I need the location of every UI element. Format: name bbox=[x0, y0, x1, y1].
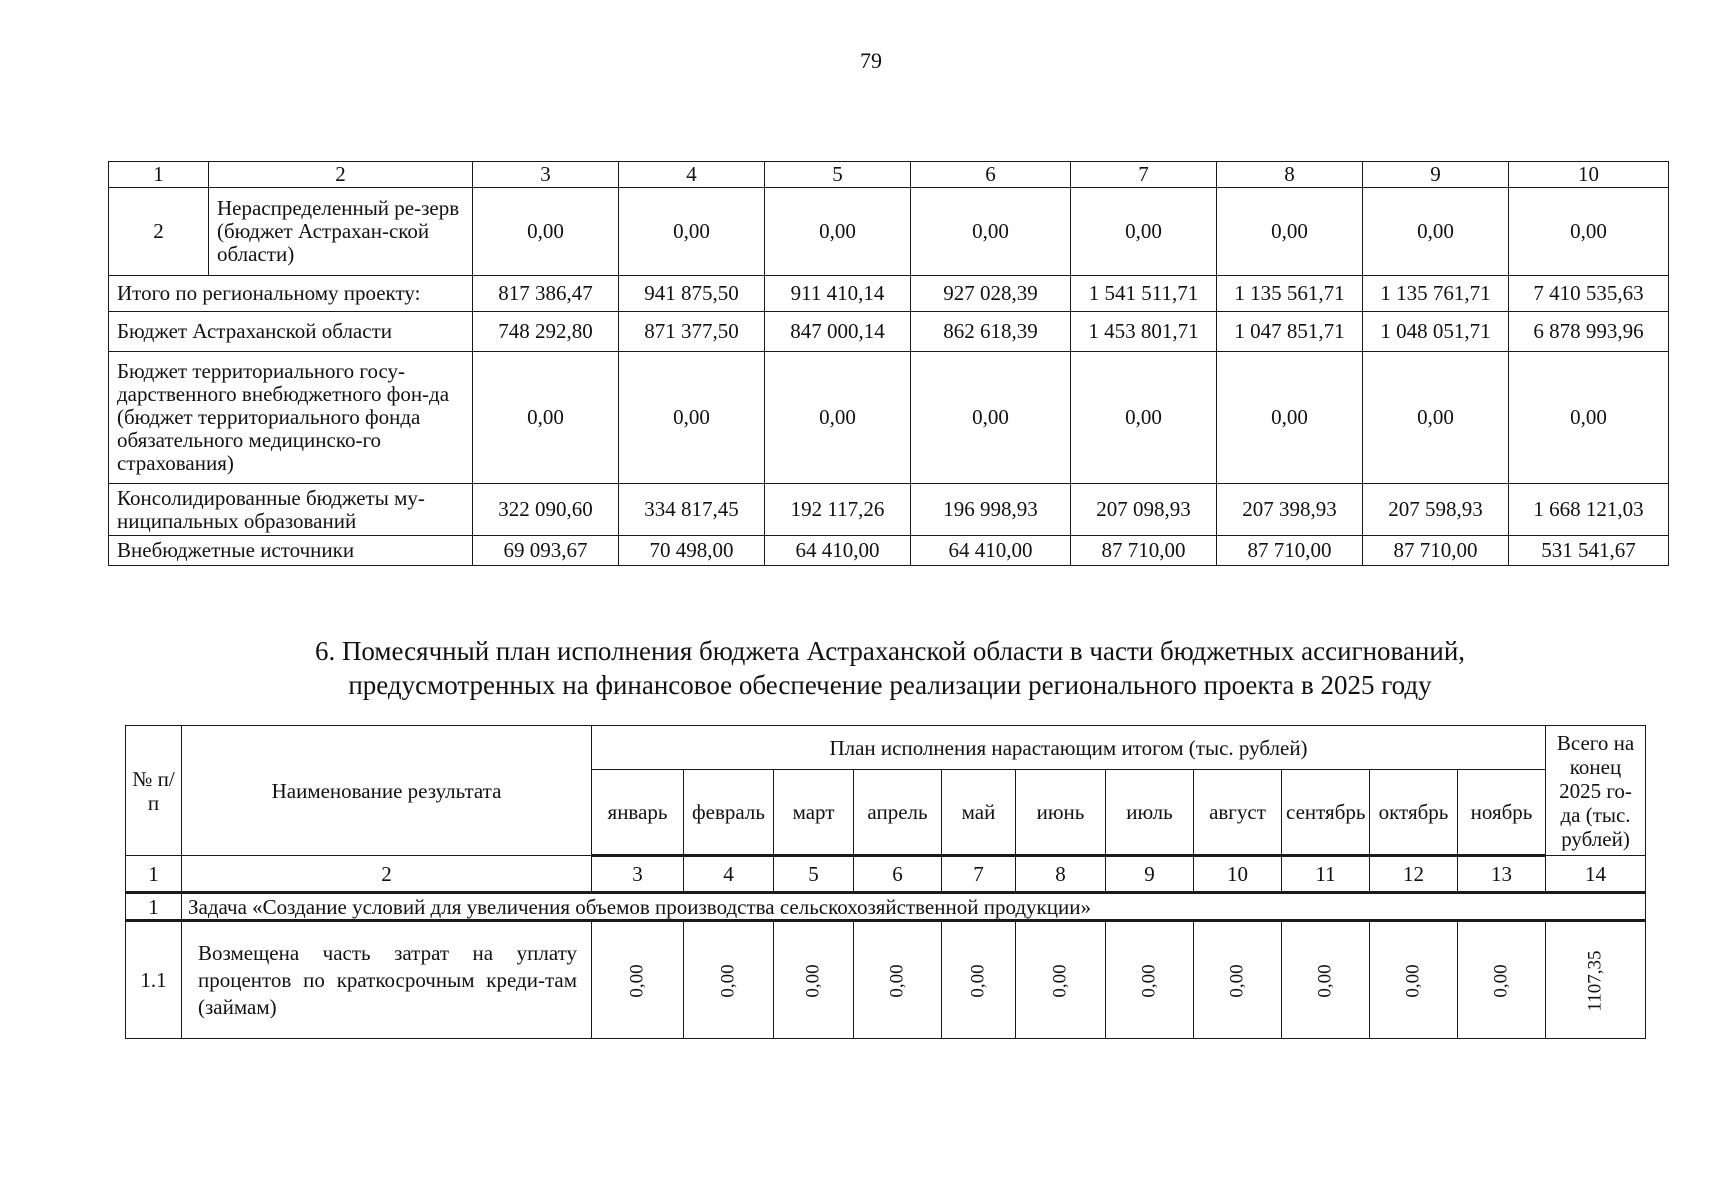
cell-value: 941 875,50 bbox=[619, 276, 765, 312]
month-value-cell bbox=[854, 921, 942, 1039]
cell-value: 64 410,00 bbox=[911, 536, 1071, 566]
col-num: 14 bbox=[1546, 856, 1646, 893]
cell-value: 207 398,93 bbox=[1217, 484, 1363, 536]
month-value: 0,00 bbox=[1402, 964, 1424, 998]
total-value: 1107,35 bbox=[1584, 950, 1606, 1012]
col-num: 6 bbox=[854, 856, 942, 893]
cell-value: 87 710,00 bbox=[1071, 536, 1217, 566]
result-num: 1.1 bbox=[126, 921, 182, 1039]
col-num: 8 bbox=[1016, 856, 1106, 893]
col-num: 10 bbox=[1509, 162, 1669, 188]
month-header: август bbox=[1194, 770, 1282, 856]
month-value-cell bbox=[684, 921, 774, 1039]
page-number: 79 bbox=[860, 48, 882, 73]
table-row bbox=[109, 352, 1669, 484]
col-num: 4 bbox=[684, 856, 774, 893]
cell-value: 0,00 bbox=[473, 188, 619, 276]
col-num: 7 bbox=[1071, 162, 1217, 188]
month-header: июнь bbox=[1016, 770, 1106, 856]
month-header: январь bbox=[592, 770, 684, 856]
row-label: Итого по региональному проекту: bbox=[109, 276, 473, 312]
cell-value: 0,00 bbox=[619, 352, 765, 484]
month-header: сентябрь bbox=[1282, 770, 1370, 856]
cell-value: 0,00 bbox=[1217, 188, 1363, 276]
cell-value: 334 817,45 bbox=[619, 484, 765, 536]
task-num: 1 bbox=[126, 893, 182, 921]
col-num: 2 bbox=[209, 162, 473, 188]
month-value: 0,00 bbox=[1314, 964, 1336, 998]
col-num: 1 bbox=[109, 162, 209, 188]
col-num: 11 bbox=[1282, 856, 1370, 893]
cell-value: 0,00 bbox=[765, 352, 911, 484]
cell-value: 1 541 511,71 bbox=[1071, 276, 1217, 312]
month-value: 0,00 bbox=[967, 964, 989, 998]
col-num: 8 bbox=[1217, 162, 1363, 188]
row-num: 2 bbox=[109, 188, 209, 276]
cell-value: 847 000,14 bbox=[765, 312, 911, 352]
section-heading-line: 6. Помесячный план исполнения бюджета Астраханской области в части бюджетных ассигнований, bbox=[314, 636, 1466, 666]
cell-value: 0,00 bbox=[1363, 188, 1509, 276]
cell-value: 0,00 bbox=[1071, 188, 1217, 276]
month-value: 0,00 bbox=[1226, 964, 1248, 998]
cell-value: 1 048 051,71 bbox=[1363, 312, 1509, 352]
cell-value: 70 498,00 bbox=[619, 536, 765, 566]
cell-value: 7 410 535,63 bbox=[1509, 276, 1669, 312]
table-row bbox=[109, 536, 1669, 566]
cell-value: 87 710,00 bbox=[1363, 536, 1509, 566]
cell-value: 0,00 bbox=[765, 188, 911, 276]
month-value-cell bbox=[592, 921, 684, 1039]
cell-value: 911 410,14 bbox=[765, 276, 911, 312]
col-num: 9 bbox=[1363, 162, 1509, 188]
cell-value: 0,00 bbox=[1509, 352, 1669, 484]
month-value-cell bbox=[1194, 921, 1282, 1039]
month-value-cell bbox=[774, 921, 854, 1039]
table-row bbox=[109, 484, 1669, 536]
col-num: 13 bbox=[1458, 856, 1546, 893]
cell-value: 871 377,50 bbox=[619, 312, 765, 352]
month-value: 0,00 bbox=[1049, 964, 1071, 998]
cell-value: 1 453 801,71 bbox=[1071, 312, 1217, 352]
cell-value: 0,00 bbox=[1509, 188, 1669, 276]
cell-value: 1 047 851,71 bbox=[1217, 312, 1363, 352]
cell-value: 0,00 bbox=[911, 188, 1071, 276]
table-row bbox=[109, 276, 1669, 312]
result-row bbox=[126, 921, 1646, 1039]
header-name: Наименование результата bbox=[182, 726, 592, 856]
header-row bbox=[126, 726, 1646, 770]
month-header: ноябрь bbox=[1458, 770, 1546, 856]
column-number-row bbox=[109, 162, 1669, 188]
col-num: 6 bbox=[911, 162, 1071, 188]
total-value-cell bbox=[1546, 921, 1646, 1039]
cell-value: 1 668 121,03 bbox=[1509, 484, 1669, 536]
row-label: Консолидированные бюджеты му-ниципальных образований bbox=[109, 484, 473, 536]
cell-value: 0,00 bbox=[1363, 352, 1509, 484]
cell-value: 1 135 561,71 bbox=[1217, 276, 1363, 312]
col-num: 5 bbox=[765, 162, 911, 188]
task-row bbox=[126, 893, 1646, 921]
cell-value: 207 098,93 bbox=[1071, 484, 1217, 536]
col-num: 9 bbox=[1106, 856, 1194, 893]
col-num: 10 bbox=[1194, 856, 1282, 893]
row-label: Бюджет территориального госу-дарственного внебюджетного фон-да (бюджет территориального фонда обязательного медицинско-го страхования) bbox=[109, 352, 473, 484]
cell-value: 862 618,39 bbox=[911, 312, 1071, 352]
col-num: 12 bbox=[1370, 856, 1458, 893]
budget-table bbox=[108, 161, 1669, 566]
cell-value: 0,00 bbox=[619, 188, 765, 276]
header-plan: План исполнения нарастающим итогом (тыс. рублей) bbox=[592, 726, 1546, 770]
col-num: 2 bbox=[182, 856, 592, 893]
month-value-cell bbox=[1370, 921, 1458, 1039]
cell-value: 927 028,39 bbox=[911, 276, 1071, 312]
cell-value: 322 090,60 bbox=[473, 484, 619, 536]
cell-value: 531 541,67 bbox=[1509, 536, 1669, 566]
cell-value: 0,00 bbox=[473, 352, 619, 484]
task-text: Задача «Создание условий для увеличения объемов производства сельскохозяйственной продукции» bbox=[182, 893, 1646, 921]
month-header: март bbox=[774, 770, 854, 856]
month-value: 0,00 bbox=[626, 964, 648, 998]
col-num: 7 bbox=[942, 856, 1016, 893]
cell-value: 69 093,67 bbox=[473, 536, 619, 566]
month-value: 0,00 bbox=[1138, 964, 1160, 998]
table-row bbox=[109, 188, 1669, 276]
cell-value: 0,00 bbox=[1071, 352, 1217, 484]
result-name: Возмещена часть затрат на уплату процентов по краткосрочным креди-там (займам) bbox=[182, 921, 592, 1039]
cell-value: 192 117,26 bbox=[765, 484, 911, 536]
column-number-row bbox=[126, 856, 1646, 893]
section-heading bbox=[230, 634, 1550, 702]
month-header: июль bbox=[1106, 770, 1194, 856]
row-label: Нераспределенный ре-зерв (бюджет Астрахан-ской области) bbox=[209, 188, 473, 276]
month-header: февраль bbox=[684, 770, 774, 856]
month-value-cell bbox=[1106, 921, 1194, 1039]
month-value-cell bbox=[1016, 921, 1106, 1039]
month-header: апрель bbox=[854, 770, 942, 856]
month-header: май bbox=[942, 770, 1016, 856]
col-num: 5 bbox=[774, 856, 854, 893]
header-total: Всего на конец 2025 го-да (тыс. рублей) bbox=[1546, 726, 1646, 856]
header-num: № п/п bbox=[126, 726, 182, 856]
cell-value: 87 710,00 bbox=[1217, 536, 1363, 566]
col-num: 4 bbox=[619, 162, 765, 188]
row-label: Внебюджетные источники bbox=[109, 536, 473, 566]
month-value-cell bbox=[942, 921, 1016, 1039]
col-num: 3 bbox=[592, 856, 684, 893]
month-value: 0,00 bbox=[1490, 964, 1512, 998]
monthly-plan-table bbox=[125, 725, 1646, 1039]
month-value: 0,00 bbox=[886, 964, 908, 998]
month-value: 0,00 bbox=[802, 964, 824, 998]
month-value-cell bbox=[1282, 921, 1370, 1039]
row-label: Бюджет Астраханской области bbox=[109, 312, 473, 352]
cell-value: 1 135 761,71 bbox=[1363, 276, 1509, 312]
cell-value: 0,00 bbox=[1217, 352, 1363, 484]
table-row bbox=[109, 312, 1669, 352]
month-header: октябрь bbox=[1370, 770, 1458, 856]
month-value-cell bbox=[1458, 921, 1546, 1039]
cell-value: 748 292,80 bbox=[473, 312, 619, 352]
col-num: 1 bbox=[126, 856, 182, 893]
cell-value: 817 386,47 bbox=[473, 276, 619, 312]
cell-value: 207 598,93 bbox=[1363, 484, 1509, 536]
cell-value: 196 998,93 bbox=[911, 484, 1071, 536]
section-heading-line: предусмотренных на финансовое обеспечение реализации регионального проекта в 2025 году bbox=[348, 670, 1432, 700]
month-value: 0,00 bbox=[717, 964, 739, 998]
cell-value: 64 410,00 bbox=[765, 536, 911, 566]
cell-value: 6 878 993,96 bbox=[1509, 312, 1669, 352]
col-num: 3 bbox=[473, 162, 619, 188]
cell-value: 0,00 bbox=[911, 352, 1071, 484]
